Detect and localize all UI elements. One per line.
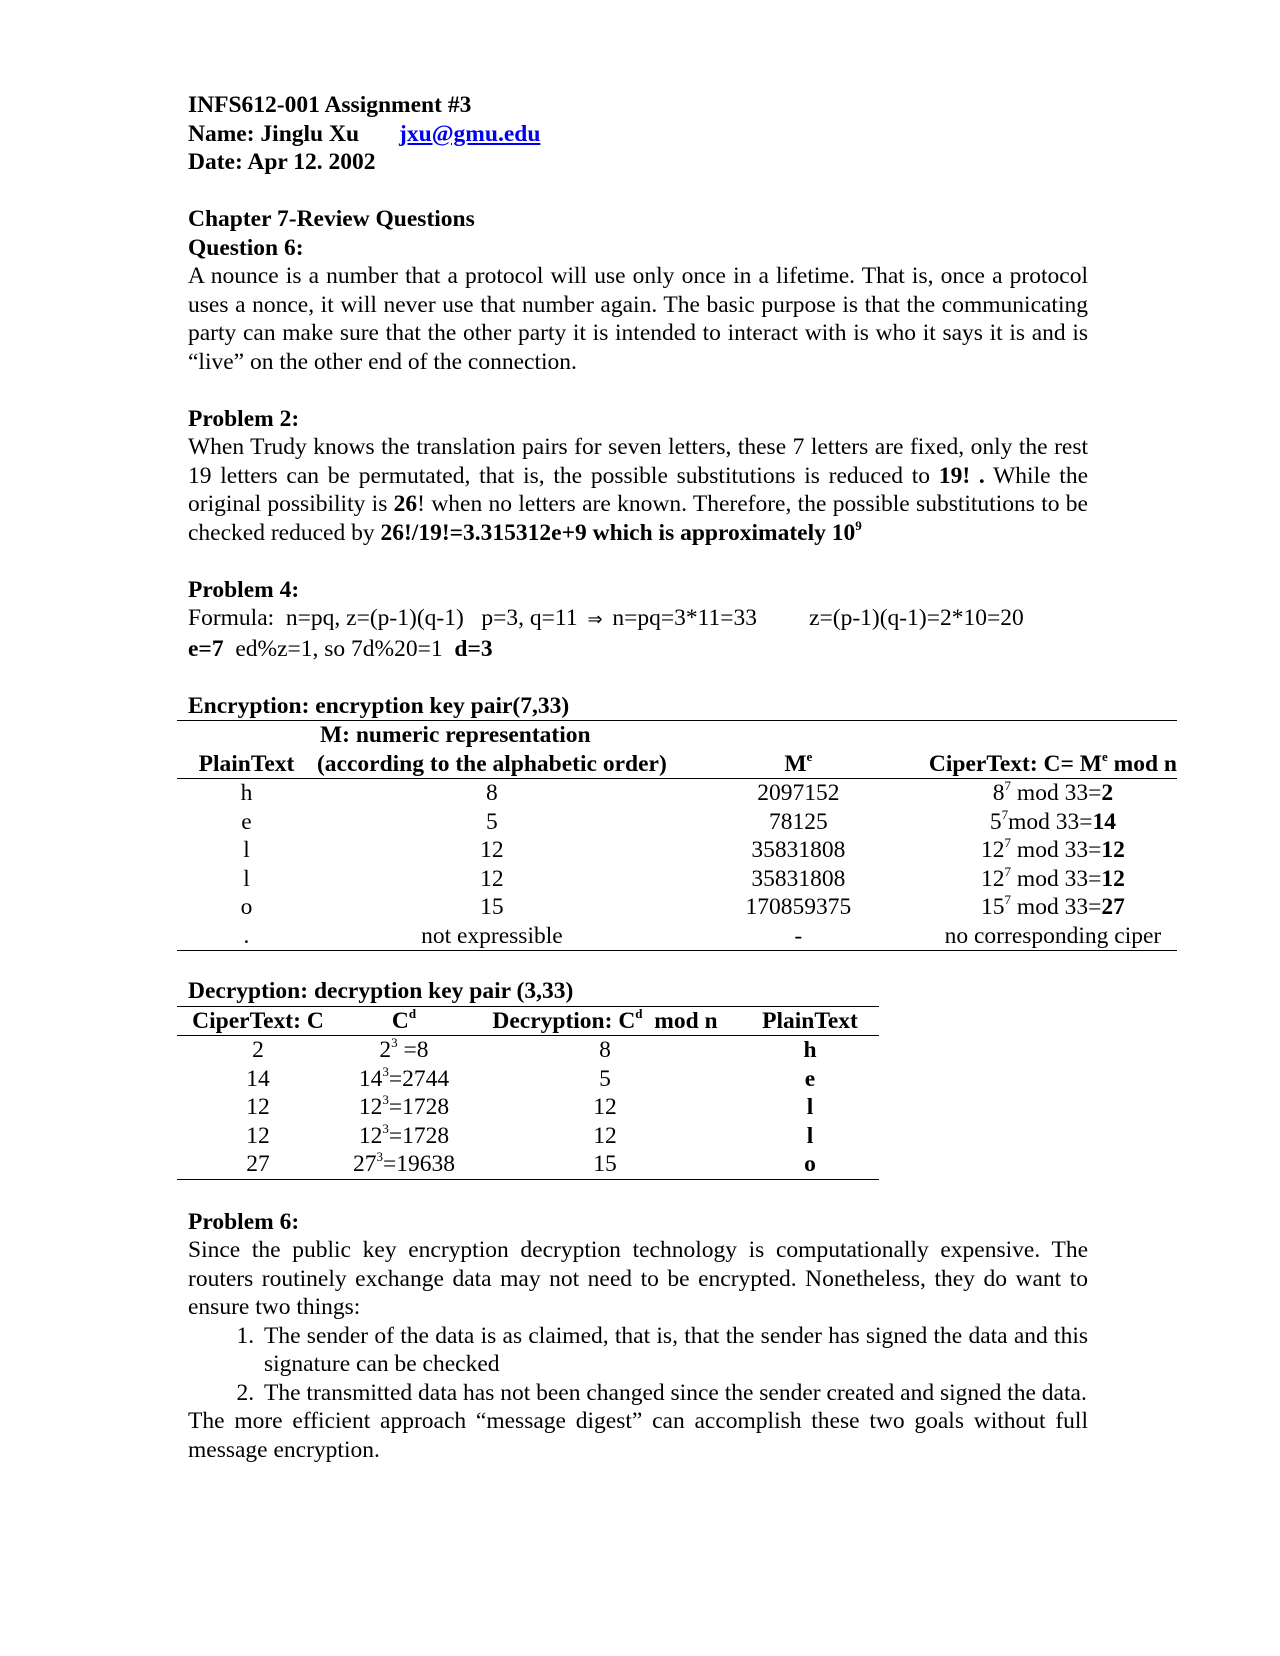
list-item: 2. The transmitted data has not been changed since the sender created and signed the data. [260, 1379, 1088, 1408]
author-name: Name: Jinglu Xu [188, 120, 360, 147]
problem-6-list [188, 1322, 1088, 1408]
encryption-section [177, 692, 1177, 952]
assignment-title: INFS612-001 Assignment #3 [188, 92, 472, 118]
table-row: l 12 35831808 $12^7$ mod 33=12 [243, 863, 1125, 892]
table-row: 2 $2^3 =8$ 8 h [252, 1035, 817, 1063]
m-header-line1: M: numeric representation [319, 722, 591, 748]
table-row: h 8 2097152 $8^7$ mod 33=2 [240, 778, 1114, 806]
table-row: 12 $12^3=1728$ 12 l [246, 1092, 814, 1120]
header-block [188, 91, 1088, 177]
problem-6-title: Problem 6: [188, 1208, 300, 1235]
problem-4-keys: e=7 ed%z=1, so 7d%20=1 d=3 [188, 635, 493, 662]
problem-6-section [188, 1208, 1088, 1465]
table-row: l 12 35831808 $12^7$ mod 33=12 [243, 835, 1125, 863]
problem-4-section [188, 576, 1088, 664]
table-row: 27 $27^3=19638$ 15 o [246, 1149, 816, 1177]
author-line [188, 120, 1088, 149]
cd-col-header: $C^d$ [339, 1006, 469, 1036]
table-row: 14 $14^3=2744$ 5 e [246, 1063, 816, 1092]
decryption-col-header: Decryption: $C^d$ mod n [469, 1006, 741, 1036]
plaintext-col-header: PlainText [741, 1006, 879, 1036]
table-row: o 15 170859375 $15^7$ mod 33=27 [240, 892, 1125, 920]
date-line: Date: Apr 12. 2002 [188, 149, 376, 175]
email-link[interactable]: jxu@gmu.edu [399, 120, 541, 147]
ciphertext-header: CiperText: $C= M^e$ mod n [928, 748, 1177, 777]
chapter-title: Chapter 7-Review Questions [188, 206, 475, 232]
ciphertext-col-header: CiperText: C [177, 1006, 339, 1036]
encryption-table [177, 720, 1177, 951]
problem-4-title: Problem 4: [188, 576, 300, 603]
document-body [188, 91, 1177, 1464]
list-item: 1. The sender of the data is as claimed, that is, that the sender has signed the data and this signature can be checked [260, 1322, 1088, 1379]
implies-arrow-icon: ⇒ [587, 609, 603, 630]
chapter-section [188, 205, 1088, 376]
decryption-section [177, 977, 879, 1180]
question-title: Question 6: [188, 234, 304, 261]
question-answer: A nounce is a number that a protocol will use only once in a lifetime. That is, once a protocol uses a nonce, it will never use that number again. The basic purpose is that the communicating party can make sure that the other party it is intended to interact with is who it says it is and is “live” on the other end of the connection. [188, 263, 1088, 375]
problem-6-conclusion: The more efficient approach “message digest” can accomplish these two goals without full message encryption. [188, 1408, 1088, 1463]
me-header: Me [668, 750, 929, 779]
table-row: . not expressible - no corresponding ciper [243, 922, 1162, 949]
decryption-table [177, 1006, 879, 1180]
problem-2-title: Problem 2: [188, 405, 300, 432]
problem-4-formula: Formula: n=pq, z=(p-1)(q-1) p=3, q=11 ⇒ n=pq=3*11=33 z=(p-1)(q-1)=2*10=20 [188, 604, 1088, 635]
problem-2-answer: When Trudy knows the translation pairs for seven letters, these 7 letters are fixed, only the rest 19 letters can be permutated, that is, the possible substitutions is reduced to 19! . While the original possibility is 26! when no letters are known. Therefore, the possible substitutions to be checked reduced by 26!/19!=3.315312e+9 which is approximately $10^9$ [188, 434, 1088, 546]
problem-6-intro: Since the public key encryption decryption technology is computationally expensive. The routers routinely exchange data may not need to be encrypted. Nonetheless, they do want to ensure two things: [188, 1237, 1088, 1320]
table-row: e 5 78125 $5^7mod$ 33=14 [241, 806, 1117, 835]
plaintext-header: PlainText [177, 750, 316, 779]
encryption-title: Encryption: encryption key pair(7,33) [188, 692, 570, 719]
decryption-title: Decryption: decryption key pair (3,33) [188, 978, 574, 1004]
m-header-line2: (according to the alphabetic order) [316, 750, 667, 777]
table-row: 12 $12^3=1728$ 12 l [246, 1120, 814, 1149]
problem-2-section [188, 405, 1088, 548]
